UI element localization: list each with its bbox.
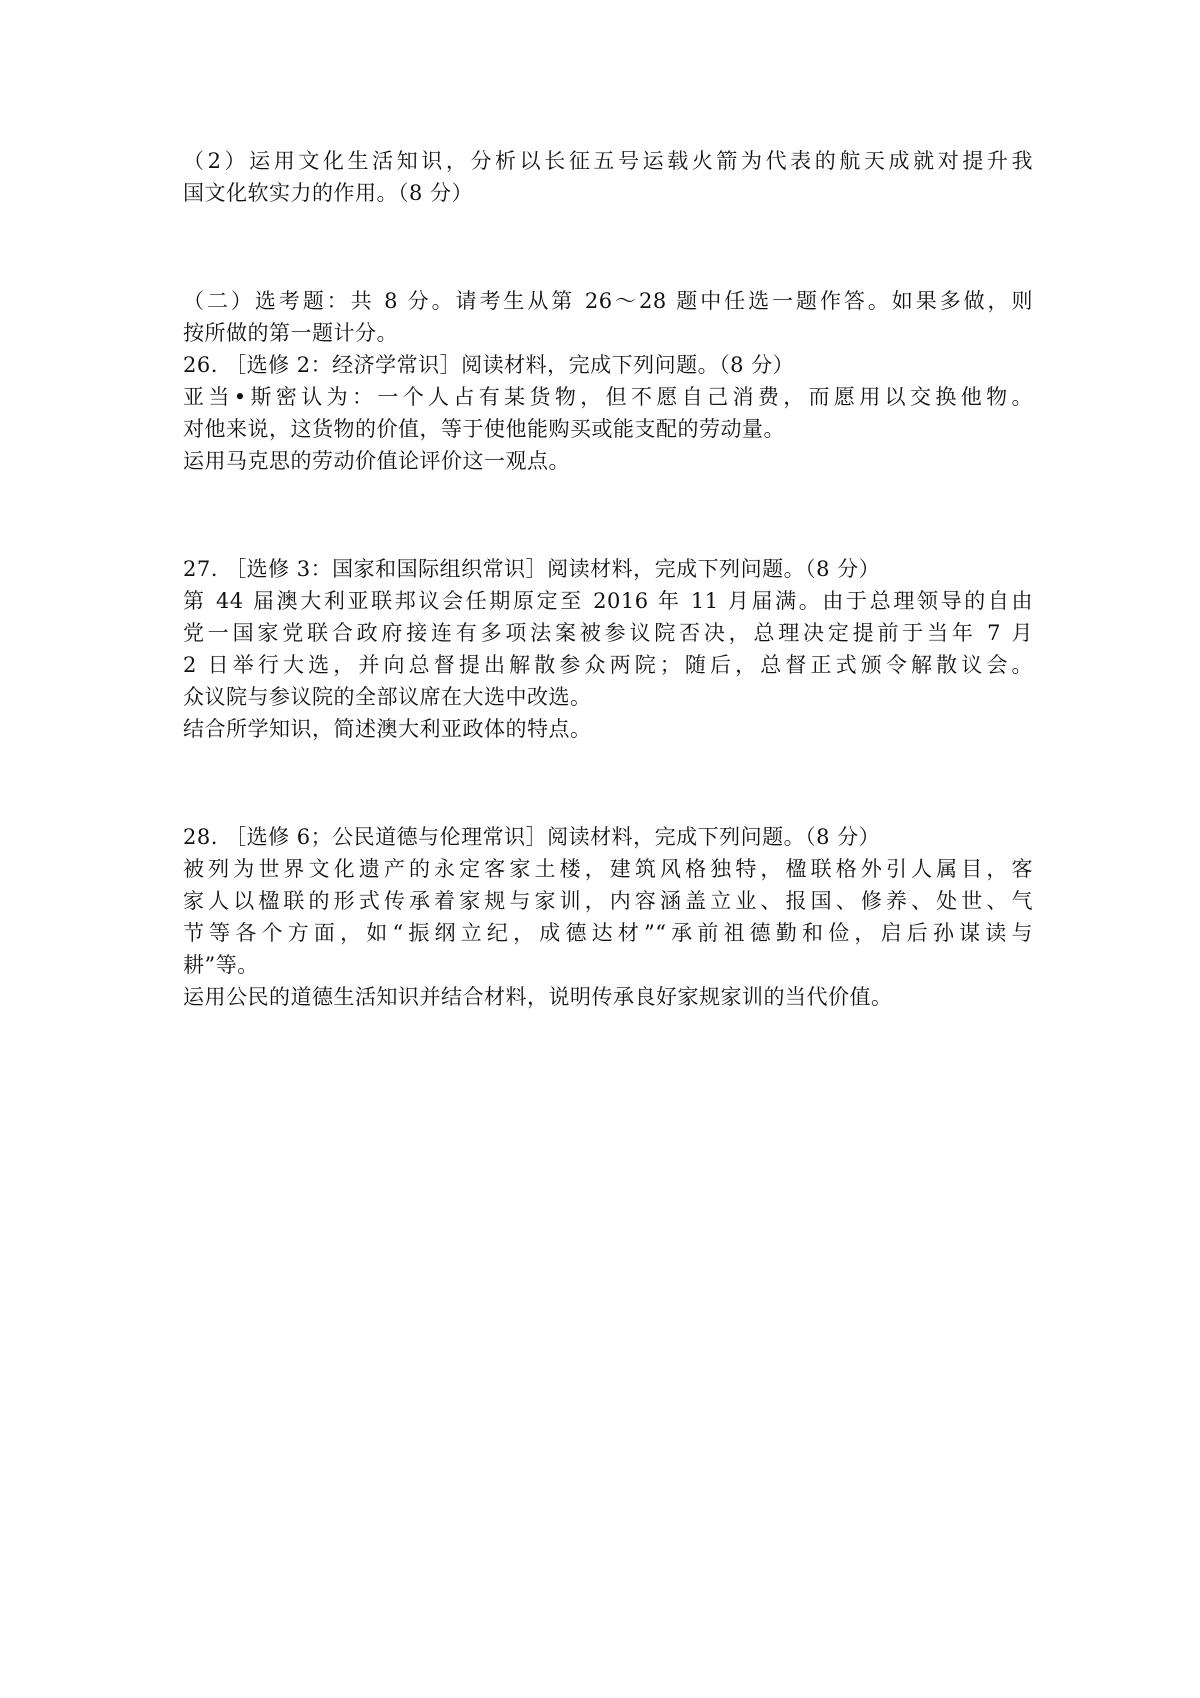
question-task: 运用马克思的劳动价值论评价这一观点。	[183, 449, 570, 473]
question-text-line: 国文化软实力的作用。（8 分）	[183, 181, 474, 205]
question-26	[183, 349, 1033, 477]
material-line: 党一国家党联合政府接连有多项法案被参议院否决，总理决定提前于当年 7 月	[183, 621, 1033, 645]
exam-page	[183, 145, 1033, 1013]
material-line: 众议院与参议院的全部议席在大选中改选。	[183, 685, 592, 709]
question-text-line: （2）运用文化生活知识，分析以长征五号运载火箭为代表的航天成就对提升我	[183, 149, 1033, 173]
question-25-part-2	[183, 145, 1033, 209]
elective-section-intro	[183, 285, 1033, 349]
material-line: 2 日举行大选，并向总督提出解散参众两院；随后，总督正式颁令解散议会。	[183, 653, 1033, 677]
question-28	[183, 821, 1033, 1013]
section-intro-line: （二）选考题：共 8 分。请考生从第 26～28 题中任选一题作答。如果多做，则	[183, 289, 1033, 313]
section-intro-line: 按所做的第一题计分。	[183, 321, 398, 345]
material-line: 家人以楹联的形式传承着家规与家训，内容涵盖立业、报国、修养、处世、气	[183, 889, 1033, 913]
material-line: 耕”等。	[183, 953, 259, 977]
question-heading: 27. ［选修 3：国家和国际组织常识］阅读材料，完成下列问题。（8 分）	[183, 557, 881, 581]
material-line: 对他来说，这货物的价值，等于使他能购买或能支配的劳动量。	[183, 417, 785, 441]
question-task: 结合所学知识，简述澳大利亚政体的特点。	[183, 717, 592, 741]
material-line: 节等各个方面，如“振纲立纪，成德达材”“承前祖德勤和俭，启后孙谋读与	[183, 921, 1033, 945]
question-heading: 26. ［选修 2：经济学常识］阅读材料，完成下列问题。（8 分）	[183, 353, 795, 377]
material-line: 亚当•斯密认为：一个人占有某货物，但不愿自己消费，而愿用以交换他物。	[183, 385, 1033, 409]
question-task: 运用公民的道德生活知识并结合材料，说明传承良好家规家训的当代价值。	[183, 985, 893, 1009]
material-line: 被列为世界文化遗产的永定客家土楼，建筑风格独特，楹联格外引人属目，客	[183, 857, 1033, 881]
material-line: 第 44 届澳大利亚联邦议会任期原定至 2016 年 11 月届满。由于总理领导的自由	[183, 589, 1033, 613]
question-heading: 28. ［选修 6；公民道德与伦理常识］阅读材料，完成下列问题。（8 分）	[183, 825, 881, 849]
question-27	[183, 553, 1033, 745]
